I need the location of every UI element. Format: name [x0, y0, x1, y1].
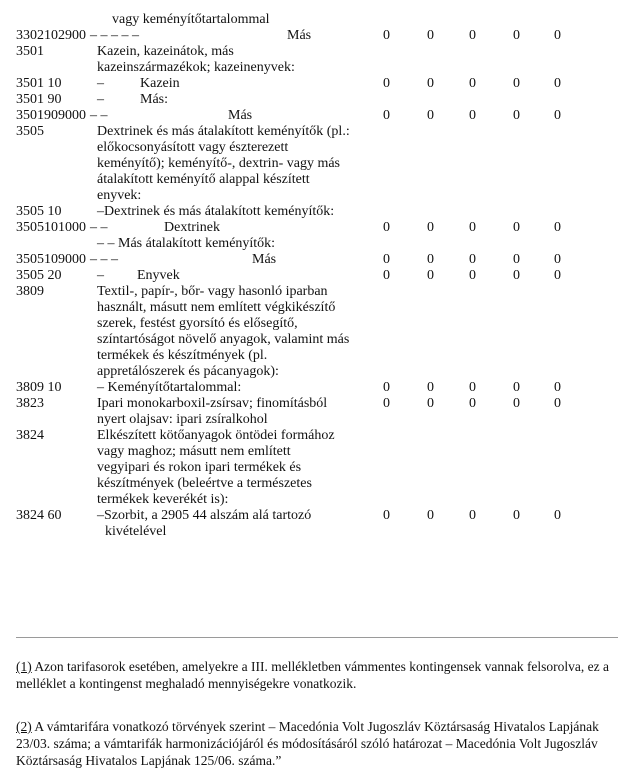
tariff-description: Elkészített kötőanyagok öntödei formához	[97, 428, 335, 443]
tariff-description: kazeinszármazékok; kazeinenyvek:	[97, 60, 295, 75]
tariff-code: 3824	[16, 428, 44, 443]
tariff-code: 3505 20	[16, 268, 62, 283]
duty-value: 0	[383, 380, 390, 395]
footnote-ref-1: (1)	[16, 659, 32, 674]
tariff-description: keményítő); keményítő-, dextrin- vagy más	[97, 156, 340, 171]
duty-value: 0	[513, 508, 520, 523]
duty-value: 0	[383, 252, 390, 267]
tariff-description: készítmények (beleértve a természetes	[97, 476, 312, 491]
duty-value: 0	[469, 396, 476, 411]
duty-value: 0	[513, 220, 520, 235]
tariff-description: – – –	[90, 252, 118, 267]
tariff-code: 3824 60	[16, 508, 62, 523]
duty-value: 0	[383, 268, 390, 283]
tariff-code: 3505101000	[16, 220, 86, 235]
tariff-description-label: Más	[287, 28, 312, 43]
duty-value: 0	[427, 108, 434, 123]
duty-value: 0	[427, 268, 434, 283]
duty-value: 0	[427, 252, 434, 267]
tariff-description-label: Más:	[140, 92, 168, 107]
duty-value: 0	[469, 28, 476, 43]
duty-value: 0	[554, 380, 561, 395]
duty-value: 0	[469, 252, 476, 267]
duty-value: 0	[554, 28, 561, 43]
duty-value: 0	[513, 396, 520, 411]
tariff-description: –	[97, 76, 104, 91]
tariff-description: szerek, festést gyorsító és elősegítő,	[97, 316, 298, 331]
duty-value: 0	[554, 252, 561, 267]
tariff-description: –	[97, 268, 104, 283]
footnote-1	[16, 658, 616, 692]
tariff-description: enyvek:	[97, 188, 142, 203]
tariff-description: nyert olajsav: ipari zsíralkohol	[97, 412, 268, 427]
tariff-description: –Dextrinek és más átalakított keményítők:	[97, 204, 335, 219]
duty-value: 0	[383, 396, 390, 411]
tariff-description-label: Enyvek	[137, 268, 180, 283]
tariff-code: 3501	[16, 44, 44, 59]
tariff-description: Ipari monokarboxil-zsírsav; finomításból	[97, 396, 328, 411]
footnote-text-1: Azon tarifasorok esetében, amelyekre a III. mellékletben vámmentes kontingensek vannak felsorolva, ez a melléklet a kontingenst meghaladó mennyiségekre vonatkozik.	[16, 659, 610, 691]
duty-value: 0	[469, 268, 476, 283]
tariff-description: vagy keményítőtartalommal	[112, 12, 270, 27]
tariff-description: Textil-, papír-, bőr- vagy hasonló iparban	[97, 284, 328, 299]
tariff-description-label: Dextrinek	[164, 220, 220, 235]
duty-value: 0	[383, 28, 390, 43]
tariff-description: – Keményítőtartalommal:	[97, 380, 242, 395]
footnote-divider	[16, 637, 618, 638]
tariff-description: színtartóságot növelő anyagok, valamint más	[97, 332, 350, 347]
tariff-description: termékek és készítmények (pl.	[97, 348, 268, 363]
duty-value: 0	[427, 380, 434, 395]
tariff-code: 3809	[16, 284, 44, 299]
tariff-code: 3505109000	[16, 252, 86, 267]
duty-value: 0	[469, 508, 476, 523]
tariff-code: 3501 10	[16, 76, 62, 91]
duty-value: 0	[513, 380, 520, 395]
duty-value: 0	[427, 76, 434, 91]
duty-value: 0	[469, 76, 476, 91]
tariff-description: – – – – –	[90, 28, 139, 43]
duty-value: 0	[554, 76, 561, 91]
tariff-code: 3505	[16, 124, 44, 139]
footnote-ref-2: (2)	[16, 719, 32, 734]
duty-value: 0	[554, 220, 561, 235]
tariff-description-label: Kazein	[140, 76, 180, 91]
tariff-description: – – Más átalakított keményítők:	[97, 236, 276, 251]
duty-value: 0	[383, 108, 390, 123]
duty-value: 0	[383, 220, 390, 235]
tariff-description-label: Más	[252, 252, 277, 267]
tariff-description: –Szorbit, a 2905 44 alszám alá tartozó	[97, 508, 312, 523]
duty-value: 0	[427, 508, 434, 523]
tariff-description: Kazein, kazeinátok, más	[97, 44, 234, 59]
duty-value: 0	[427, 28, 434, 43]
tariff-description: vagy maghoz; másutt nem említett	[97, 444, 291, 459]
tariff-code: 3809 10	[16, 380, 62, 395]
duty-value: 0	[513, 252, 520, 267]
tariff-description: – –	[90, 108, 108, 123]
duty-value: 0	[469, 380, 476, 395]
duty-value: 0	[513, 76, 520, 91]
duty-value: 0	[383, 76, 390, 91]
duty-value: 0	[383, 508, 390, 523]
tariff-code: 3823	[16, 396, 44, 411]
duty-value: 0	[513, 28, 520, 43]
tariff-description: kivételével	[105, 524, 167, 539]
tariff-description: használt, másutt nem említett végkikészítő	[97, 300, 336, 315]
duty-value: 0	[554, 508, 561, 523]
tariff-description: vegyipari és rokon ipari termékek és	[97, 460, 302, 475]
tariff-description-label: Más	[228, 108, 253, 123]
tariff-description: appretálószerek és pácanyagok):	[97, 364, 279, 379]
tariff-code: 3302102900	[16, 28, 86, 43]
tariff-description: termékek keverékét is):	[97, 492, 229, 507]
duty-value: 0	[469, 220, 476, 235]
duty-value: 0	[427, 396, 434, 411]
duty-value: 0	[469, 108, 476, 123]
footnote-2	[16, 718, 616, 769]
duty-value: 0	[554, 396, 561, 411]
duty-value: 0	[554, 108, 561, 123]
tariff-code: 3501 90	[16, 92, 62, 107]
duty-value: 0	[513, 268, 520, 283]
tariff-description: –	[97, 92, 104, 107]
duty-value: 0	[427, 220, 434, 235]
tariff-code: 3501909000	[16, 108, 86, 123]
tariff-description: átalakított keményítő alappal készített	[97, 172, 310, 187]
footnote-text-2: A vámtarifára vonatkozó törvények szerint – Macedónia Volt Jugoszláv Köztársaság Hivatalos Lapjának 23/03. száma; a vámtarifák harmonizációjáról és módosításáról szóló határozat – Macedónia Volt Jugoszláv Köztársaság Hivatalos Lapjának 125/06. száma.”	[16, 719, 599, 768]
tariff-description: – –	[90, 220, 108, 235]
duty-value: 0	[554, 268, 561, 283]
tariff-description: előkocsonyásított vagy észterezett	[97, 140, 289, 155]
tariff-description: Dextrinek és más átalakított keményítők (pl.:	[97, 124, 350, 139]
duty-value: 0	[513, 108, 520, 123]
tariff-code: 3505 10	[16, 204, 62, 219]
